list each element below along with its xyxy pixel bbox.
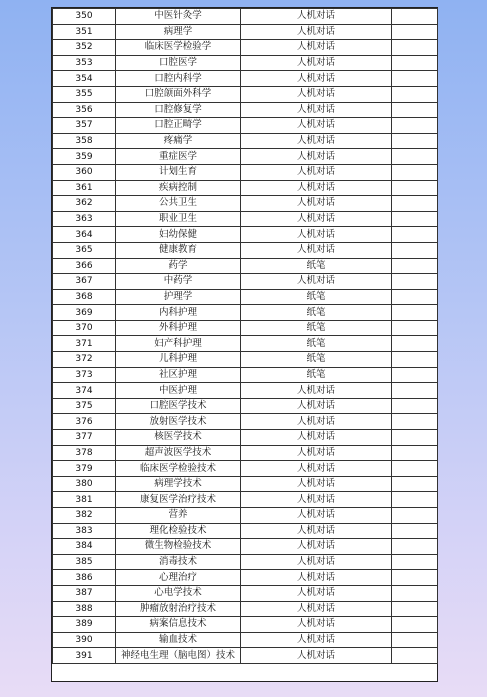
row-number: 369	[53, 305, 116, 321]
exam-mode: 人机对话	[241, 492, 392, 508]
exam-mode: 人机对话	[241, 149, 392, 165]
table-row	[53, 274, 438, 290]
subject-name: 消毒技术	[116, 554, 241, 570]
table-row	[53, 601, 438, 617]
exam-mode: 人机对话	[241, 617, 392, 633]
exam-mode: 人机对话	[241, 414, 392, 430]
row-number: 352	[53, 40, 116, 56]
table-row	[53, 71, 438, 87]
subject-name: 放射医学技术	[116, 414, 241, 430]
table-row	[53, 648, 438, 664]
row-number: 361	[53, 180, 116, 196]
empty-cell	[392, 164, 438, 180]
subject-name: 口腔修复学	[116, 102, 241, 118]
exam-mode: 人机对话	[241, 554, 392, 570]
row-number: 385	[53, 554, 116, 570]
empty-cell	[392, 118, 438, 134]
subject-name: 职业卫生	[116, 211, 241, 227]
table-row	[53, 617, 438, 633]
subject-name: 口腔医学	[116, 55, 241, 71]
table-row	[53, 445, 438, 461]
empty-cell	[392, 242, 438, 258]
exam-mode: 人机对话	[241, 164, 392, 180]
subject-name: 儿科护理	[116, 352, 241, 368]
subject-name: 计划生育	[116, 164, 241, 180]
subject-name: 口腔内科学	[116, 71, 241, 87]
empty-cell	[392, 648, 438, 664]
table-row	[53, 508, 438, 524]
empty-cell	[392, 305, 438, 321]
subject-name: 健康教育	[116, 242, 241, 258]
exam-mode: 人机对话	[241, 508, 392, 524]
table-row	[53, 305, 438, 321]
exam-mode: 人机对话	[241, 476, 392, 492]
subject-name: 口腔颌面外科学	[116, 86, 241, 102]
exam-mode: 人机对话	[241, 585, 392, 601]
exam-mode: 人机对话	[241, 55, 392, 71]
subject-name: 病理学技术	[116, 476, 241, 492]
row-number: 391	[53, 648, 116, 664]
table-row	[53, 211, 438, 227]
table-row	[53, 336, 438, 352]
empty-cell	[392, 86, 438, 102]
exam-mode: 纸笔	[241, 336, 392, 352]
subject-name: 护理学	[116, 289, 241, 305]
exam-mode: 人机对话	[241, 570, 392, 586]
empty-cell	[392, 258, 438, 274]
subject-name: 临床医学检验学	[116, 40, 241, 56]
subject-name: 妇幼保健	[116, 227, 241, 243]
row-number: 351	[53, 24, 116, 40]
empty-cell	[392, 102, 438, 118]
table-row	[53, 352, 438, 368]
subject-name: 疼痛学	[116, 133, 241, 149]
exam-mode: 人机对话	[241, 102, 392, 118]
table-row	[53, 149, 438, 165]
row-number: 372	[53, 352, 116, 368]
empty-cell	[392, 430, 438, 446]
subject-name: 营养	[116, 508, 241, 524]
empty-cell	[392, 352, 438, 368]
exam-mode: 人机对话	[241, 196, 392, 212]
exam-mode: 人机对话	[241, 461, 392, 477]
table-row	[53, 632, 438, 648]
exam-mode: 纸笔	[241, 352, 392, 368]
table-row	[53, 9, 438, 25]
row-number: 367	[53, 274, 116, 290]
row-number: 378	[53, 445, 116, 461]
exam-mode: 人机对话	[241, 430, 392, 446]
subject-name: 重症医学	[116, 149, 241, 165]
empty-cell	[392, 367, 438, 383]
table-row	[53, 570, 438, 586]
exam-mode: 人机对话	[241, 523, 392, 539]
table-row	[53, 242, 438, 258]
row-number: 370	[53, 320, 116, 336]
exam-mode: 人机对话	[241, 180, 392, 196]
exam-mode: 人机对话	[241, 632, 392, 648]
empty-cell	[392, 617, 438, 633]
table-row	[53, 367, 438, 383]
row-number: 365	[53, 242, 116, 258]
row-number: 373	[53, 367, 116, 383]
table-row	[53, 180, 438, 196]
exam-mode: 人机对话	[241, 383, 392, 399]
table-row	[53, 414, 438, 430]
table-row	[53, 118, 438, 134]
table-row	[53, 196, 438, 212]
row-number: 371	[53, 336, 116, 352]
table-row	[53, 55, 438, 71]
exam-mode: 人机对话	[241, 86, 392, 102]
empty-cell	[392, 570, 438, 586]
table-row	[53, 461, 438, 477]
subject-name: 临床医学检验技术	[116, 461, 241, 477]
row-number: 380	[53, 476, 116, 492]
exam-mode: 人机对话	[241, 227, 392, 243]
empty-cell	[392, 289, 438, 305]
subject-name: 内科护理	[116, 305, 241, 321]
empty-cell	[392, 180, 438, 196]
row-number: 357	[53, 118, 116, 134]
exam-mode: 纸笔	[241, 320, 392, 336]
row-number: 355	[53, 86, 116, 102]
table-row	[53, 258, 438, 274]
table-row	[53, 320, 438, 336]
row-number: 383	[53, 523, 116, 539]
subject-name: 口腔医学技术	[116, 398, 241, 414]
subject-name: 外科护理	[116, 320, 241, 336]
table-row	[53, 539, 438, 555]
row-number: 387	[53, 585, 116, 601]
row-number: 368	[53, 289, 116, 305]
row-number: 362	[53, 196, 116, 212]
empty-cell	[392, 9, 438, 25]
table-row	[53, 554, 438, 570]
exam-mode: 人机对话	[241, 242, 392, 258]
row-number: 360	[53, 164, 116, 180]
subject-name: 病案信息技术	[116, 617, 241, 633]
subject-name: 妇产科护理	[116, 336, 241, 352]
empty-cell	[392, 133, 438, 149]
subject-name: 超声波医学技术	[116, 445, 241, 461]
table-row	[53, 398, 438, 414]
row-number: 363	[53, 211, 116, 227]
row-number: 386	[53, 570, 116, 586]
subject-name: 神经电生理（脑电图）技术	[116, 648, 241, 664]
empty-cell	[392, 508, 438, 524]
subject-name: 病理学	[116, 24, 241, 40]
exam-mode: 人机对话	[241, 211, 392, 227]
empty-cell	[392, 24, 438, 40]
empty-cell	[392, 71, 438, 87]
row-number: 350	[53, 9, 116, 25]
subject-name: 口腔正畸学	[116, 118, 241, 134]
row-number: 390	[53, 632, 116, 648]
empty-cell	[392, 227, 438, 243]
table-row	[53, 476, 438, 492]
empty-cell	[392, 601, 438, 617]
row-number: 374	[53, 383, 116, 399]
subject-name: 微生物检验技术	[116, 539, 241, 555]
table-row	[53, 430, 438, 446]
table-row	[53, 523, 438, 539]
exam-mode: 纸笔	[241, 289, 392, 305]
subject-name: 输血技术	[116, 632, 241, 648]
row-number: 384	[53, 539, 116, 555]
empty-cell	[392, 336, 438, 352]
exam-mode: 人机对话	[241, 601, 392, 617]
empty-cell	[392, 492, 438, 508]
row-number: 364	[53, 227, 116, 243]
row-number: 381	[53, 492, 116, 508]
empty-cell	[392, 398, 438, 414]
empty-cell	[392, 523, 438, 539]
subject-name: 中医护理	[116, 383, 241, 399]
table-row	[53, 164, 438, 180]
empty-cell	[392, 632, 438, 648]
row-number: 354	[53, 71, 116, 87]
subject-name: 核医学技术	[116, 430, 241, 446]
subject-name: 中医针灸学	[116, 9, 241, 25]
table-row	[53, 289, 438, 305]
subject-name: 疾病控制	[116, 180, 241, 196]
subject-name: 社区护理	[116, 367, 241, 383]
table-row	[53, 585, 438, 601]
row-number: 359	[53, 149, 116, 165]
row-number: 389	[53, 617, 116, 633]
empty-cell	[392, 55, 438, 71]
exam-mode: 人机对话	[241, 9, 392, 25]
table-row	[53, 86, 438, 102]
subject-name: 心电学技术	[116, 585, 241, 601]
exam-mode: 人机对话	[241, 118, 392, 134]
row-number: 376	[53, 414, 116, 430]
empty-cell	[392, 211, 438, 227]
empty-cell	[392, 461, 438, 477]
empty-cell	[392, 476, 438, 492]
table-row	[53, 133, 438, 149]
subject-name: 心理治疗	[116, 570, 241, 586]
exam-table	[52, 8, 438, 664]
empty-cell	[392, 539, 438, 555]
row-number: 379	[53, 461, 116, 477]
table-row	[53, 383, 438, 399]
row-number: 375	[53, 398, 116, 414]
empty-cell	[392, 585, 438, 601]
row-number: 382	[53, 508, 116, 524]
exam-mode: 人机对话	[241, 274, 392, 290]
row-number: 377	[53, 430, 116, 446]
subject-name: 理化检验技术	[116, 523, 241, 539]
exam-mode: 纸笔	[241, 258, 392, 274]
exam-table-body	[53, 9, 438, 664]
exam-mode: 人机对话	[241, 40, 392, 56]
empty-cell	[392, 40, 438, 56]
exam-mode: 人机对话	[241, 445, 392, 461]
table-row	[53, 227, 438, 243]
empty-cell	[392, 554, 438, 570]
exam-mode: 人机对话	[241, 71, 392, 87]
subject-name: 肿瘤放射治疗技术	[116, 601, 241, 617]
exam-mode: 人机对话	[241, 648, 392, 664]
table-row	[53, 24, 438, 40]
subject-name: 药学	[116, 258, 241, 274]
empty-cell	[392, 274, 438, 290]
exam-mode: 纸笔	[241, 367, 392, 383]
empty-cell	[392, 383, 438, 399]
exam-mode: 人机对话	[241, 539, 392, 555]
exam-mode: 人机对话	[241, 398, 392, 414]
table-row	[53, 40, 438, 56]
empty-cell	[392, 445, 438, 461]
subject-name: 康复医学治疗技术	[116, 492, 241, 508]
empty-cell	[392, 320, 438, 336]
empty-cell	[392, 196, 438, 212]
exam-mode: 纸笔	[241, 305, 392, 321]
table-row	[53, 102, 438, 118]
document-page	[51, 7, 438, 682]
row-number: 358	[53, 133, 116, 149]
exam-mode: 人机对话	[241, 24, 392, 40]
subject-name: 公共卫生	[116, 196, 241, 212]
empty-cell	[392, 414, 438, 430]
table-row	[53, 492, 438, 508]
row-number: 388	[53, 601, 116, 617]
row-number: 366	[53, 258, 116, 274]
row-number: 353	[53, 55, 116, 71]
exam-mode: 人机对话	[241, 133, 392, 149]
empty-cell	[392, 149, 438, 165]
subject-name: 中药学	[116, 274, 241, 290]
row-number: 356	[53, 102, 116, 118]
